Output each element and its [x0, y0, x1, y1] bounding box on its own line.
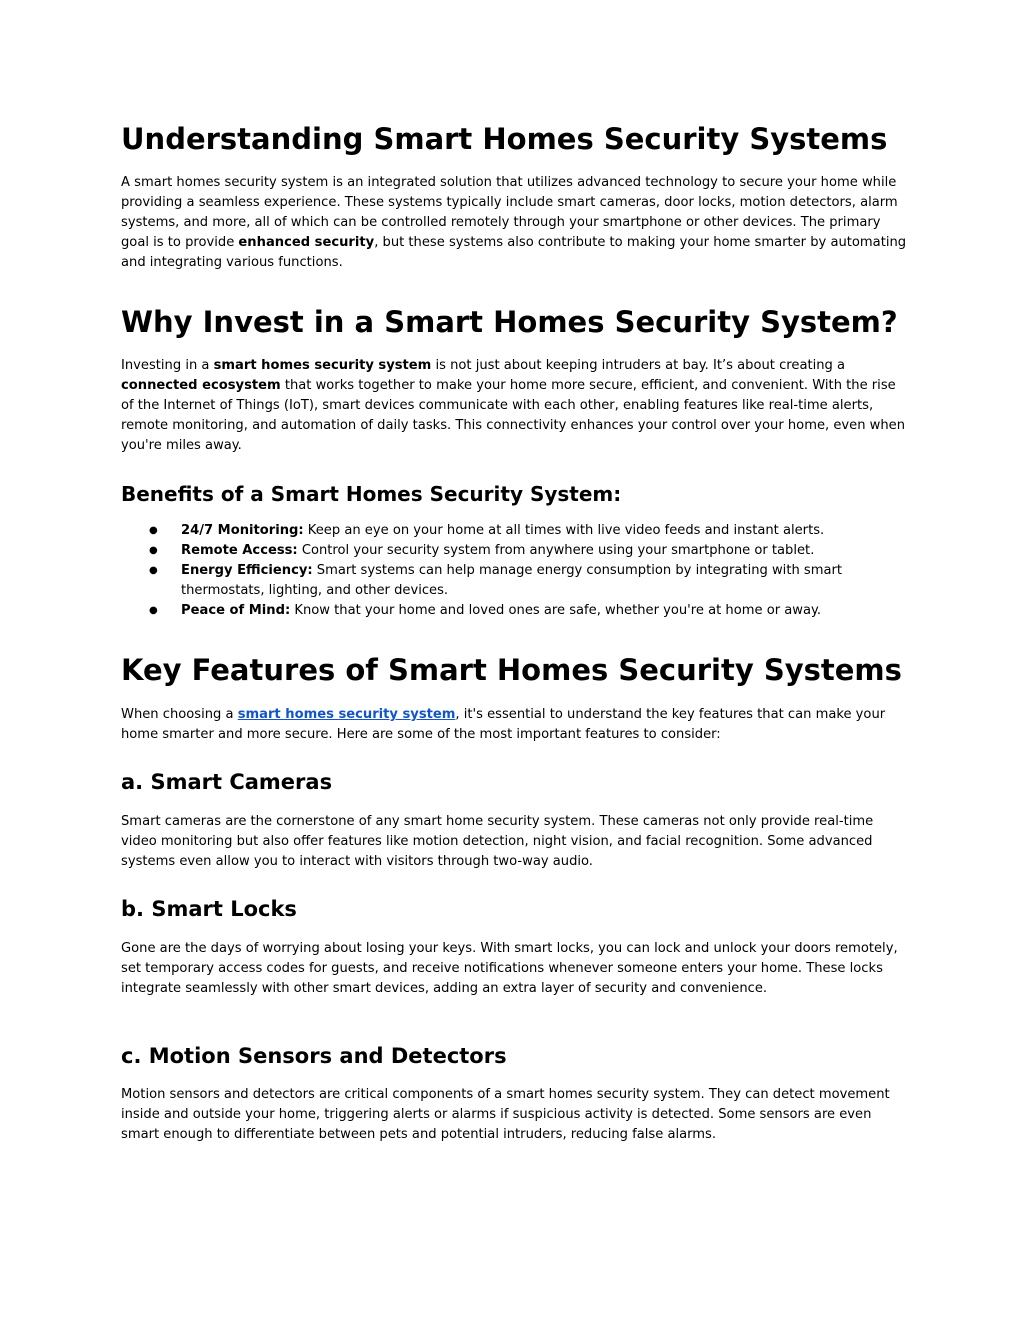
- list-item-label: Energy Efficiency:: [181, 563, 313, 578]
- bullet-icon: ●: [149, 525, 158, 536]
- heading-smart-locks: b. Smart Locks: [121, 897, 297, 921]
- list-item-label: Peace of Mind:: [181, 603, 291, 618]
- list-item-label: 24/7 Monitoring:: [181, 523, 304, 538]
- heading-understanding: Understanding Smart Homes Security Systems: [121, 122, 888, 156]
- heading-benefits: Benefits of a Smart Homes Security System:: [121, 482, 622, 506]
- bullet-icon: ●: [149, 545, 158, 556]
- heading-smart-cameras: a. Smart Cameras: [121, 770, 333, 794]
- list-item-text: Keep an eye on your home at all times with live video feeds and instant alerts.: [303, 523, 825, 538]
- paragraph-motion-sensors: Motion sensors and detectors are critical components of a smart homes security system. They can detect movement inside and outside your home, triggering alerts or alarms if suspicious activity is detected. Some sensors are even smart enough to differentiate between pets and potential intruders, reducing false alarms.: [121, 1087, 890, 1142]
- paragraph-text: , it's essential to understand the key features that can make your home smarter and more secure. Here are some of the most important features to consider:: [121, 707, 886, 742]
- bold-connected-ecosystem: connected ecosystem: [121, 378, 281, 393]
- bullet-icon: ●: [149, 605, 158, 616]
- paragraph-key-features: [121, 705, 911, 745]
- list-item: [121, 541, 911, 561]
- paragraph-text: Investing in a: [121, 358, 214, 373]
- paragraph-text: A smart homes security system is an integrated solution that utilizes advanced technology to secure your home while providing a seamless experience. These systems typically include smart cameras, door locks, motion detectors, alarm systems, and more, all of which can be controlled remotely through your smartphone or other devices. The primary goal is to provide: [121, 175, 898, 250]
- paragraph-text: , but these systems also contribute to making your home smarter by automating and integrating various functions.: [121, 235, 907, 270]
- list-item-text: Control your security system from anywhere using your smartphone or tablet.: [297, 543, 815, 558]
- paragraph-text: is not just about keeping intruders at bay. It’s about creating a: [431, 358, 846, 373]
- list-item: [121, 521, 911, 541]
- heading-why-invest: Why Invest in a Smart Homes Security System?: [121, 305, 898, 339]
- bold-enhanced-security: enhanced security: [238, 235, 375, 250]
- heading-key-features: Key Features of Smart Homes Security Systems: [121, 653, 902, 687]
- smart-homes-security-system-link[interactable]: smart homes security system: [237, 707, 456, 722]
- benefits-list: [121, 521, 911, 621]
- list-item-label: Remote Access:: [181, 543, 298, 558]
- list-item-text: Smart systems can help manage energy consumption by integrating with smart thermostats, lighting, and other devices.: [181, 563, 843, 598]
- paragraph-smart-cameras: Smart cameras are the cornerstone of any smart home security system. These cameras not only provide real-time video monitoring but also offer features like motion detection, night vision, and facial recognition. Some advanced systems even allow you to interact with visitors through two-way audio.: [121, 814, 874, 869]
- list-item: [121, 601, 911, 621]
- paragraph-text: that works together to make your home more secure, efficient, and convenient. With the rise of the Internet of Things (IoT), smart devices communicate with each other, enabling features like real-time alerts, remote monitoring, and automation of daily tasks. This connectivity enhances your control over your home, even when you're miles away.: [121, 378, 906, 453]
- list-item-text: Know that your home and loved ones are safe, whether you're at home or away.: [290, 603, 822, 618]
- paragraph-understanding: [121, 173, 911, 273]
- paragraph-why-invest: [121, 356, 911, 456]
- paragraph-smart-locks: Gone are the days of worrying about losing your keys. With smart locks, you can lock and unlock your doors remotely, set temporary access codes for guests, and receive notifications whenever someone enters your home. These locks integrate seamlessly with other smart devices, adding an extra layer of security and convenience.: [121, 941, 898, 996]
- heading-motion-sensors: c. Motion Sensors and Detectors: [121, 1044, 507, 1068]
- list-item: [121, 561, 911, 601]
- bold-smart-homes-security-system: smart homes security system: [213, 358, 432, 373]
- bullet-icon: ●: [149, 565, 158, 576]
- paragraph-text: When choosing a: [121, 707, 238, 722]
